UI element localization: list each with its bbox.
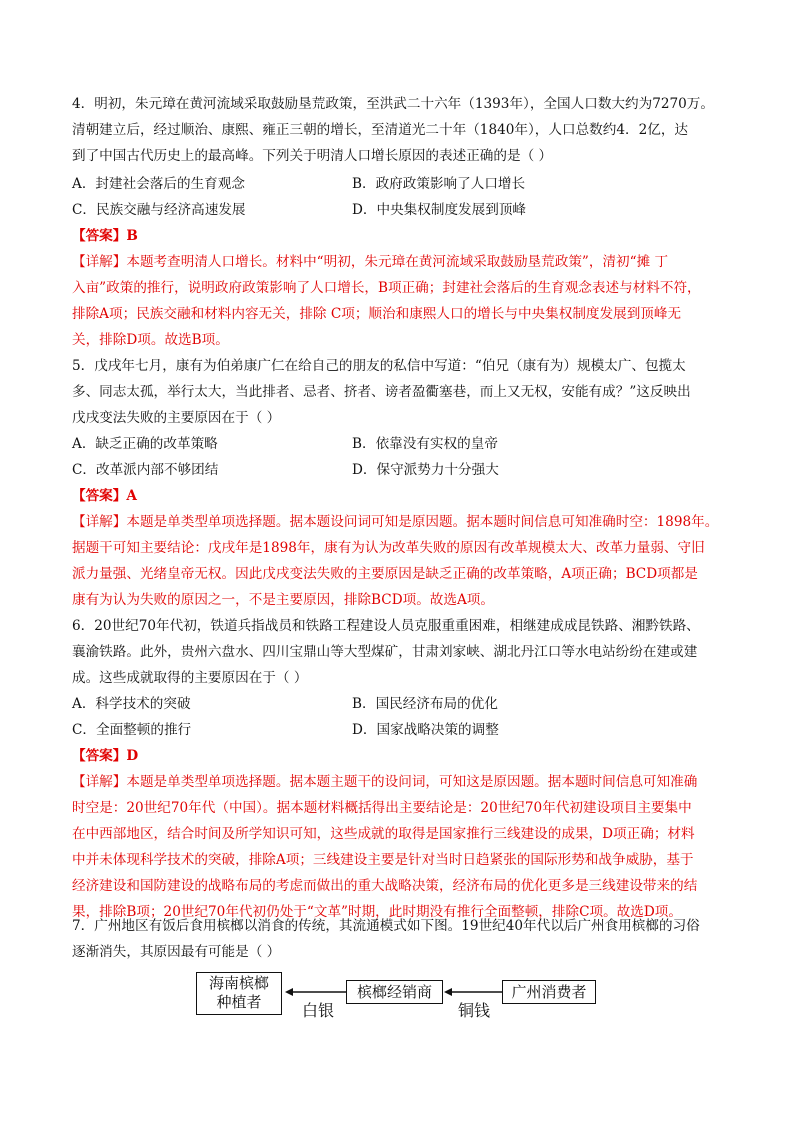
q4-options-row-1 xyxy=(72,171,737,197)
q6-detail-line-4: 中并未体现科学技术的突破，排除A项；三线建设主要是针对当时日趋紧张的国际形势和战争威胁，基于 xyxy=(72,852,694,868)
q5-answer xyxy=(72,483,737,509)
q6-detail-line-1: 【详解】本题是单类型单项选择题。据本题主题干的设问词，可知这是原因题。据本题时间信息可知准确 xyxy=(72,774,698,790)
q6-detail-line-2: 时空是：20世纪70年代（中国）。据本题材料概括得出主要结论是：20世纪70年代初建设项目主要集中 xyxy=(72,800,692,816)
q6-detail-line-3: 在中西部地区，结合时间及所学知识可知，这些成就的取得是国家推行三线建设的成果，D项正确；材料 xyxy=(72,826,695,842)
q6-option-c: C．全面整顿的推行 xyxy=(72,722,192,738)
q5-detail-line-4: 康有为认为失败的原因之一，不是主要原因，排除BCD项。故选A项。 xyxy=(72,592,494,608)
q4-options-row-2 xyxy=(72,197,737,223)
q6-stem-line-2: 襄渝铁路。此外，贵州六盘水、四川宝鼎山等大型煤矿，甘肃刘家峡、湖北丹江口等水电站纷纷在建或建 xyxy=(72,644,698,660)
q6-stem-line-1: 6．20世纪70年代初，铁道兵指战员和铁路工程建设人员克服重重困难，相继建成成昆铁路、湘黔铁路、 xyxy=(72,618,700,634)
q5-stem-line-2: 多、同志太孤，举行太大，当此排者、忌者、挤者、谤者盈衢塞巷，而上又无权，安能有成？”这反映出 xyxy=(72,384,691,400)
q6-stem-line-3: 成。这些成就取得的主要原因在于（ ） xyxy=(72,670,308,686)
q7-stem-line-2: 逐渐消失，其原因最有可能是（ ） xyxy=(72,944,281,960)
q4-detail-line-1: 【详解】本题考查明清人口增长。材料中“明初，朱元璋在黄河流域采取鼓励垦荒政策”，清初“摊 丁 xyxy=(72,254,669,270)
q6-option-a: A．科学技术的突破 xyxy=(72,696,191,712)
q5-stem-line-1: 5．戊戌年七月，康有为伯弟康广仁在给自己的朋友的私信中写道：“伯兄（康有为）规模太广、包揽太 xyxy=(72,358,686,374)
q5-answer-value: A xyxy=(126,488,137,504)
q4-option-d: D．中央集权制度发展到顶峰 xyxy=(352,202,527,218)
silver-label: 白银 xyxy=(302,1001,335,1020)
q5-detail-line-1: 【详解】本题是单类型单项选择题。据本题设问词可知是原因题。据本题时间信息可知准确时空：1898年。 xyxy=(72,514,719,530)
q5-options-row-1 xyxy=(72,431,737,457)
q4-answer-value: B xyxy=(126,228,138,244)
betel-nut-flow-diagram xyxy=(196,972,616,1032)
q5-option-d: D．保守派势力十分强大 xyxy=(352,462,499,478)
q6-option-d: D．国家战略决策的调整 xyxy=(352,722,499,738)
q6-answer xyxy=(72,743,737,769)
arrow-head-dealer xyxy=(444,988,452,996)
flow-arrows xyxy=(196,972,616,1032)
q6-option-b: B．国民经济布局的优化 xyxy=(352,696,498,712)
q4-stem-line-3: 到了中国古代历史上的最高峰。下列关于明清人口增长原因的表述正确的是（ ） xyxy=(72,148,553,164)
q7-stem-line-1: 7．广州地区有饭后食用槟榔以消食的传统，其流通模式如下图。19世纪40年代以后广州食用槟榔的习俗 xyxy=(72,918,700,934)
arrow-head-grower xyxy=(285,988,293,996)
q4-option-a: A．封建社会落后的生育观念 xyxy=(72,176,245,192)
q6-detail-line-6: 果，排除B项；20世纪70年代初仍处于“文革”时期，此时期没有推行全面整顿，排除C项。故选D项。 xyxy=(72,904,682,920)
q6-detail-line-5: 经济建设和国防建设的战略布局的考虑而做出的重大战略决策，经济布局的优化更多是三线建设带来的结 xyxy=(72,878,698,894)
q4-detail-line-2: 入亩”政策的推行，说明政府政策影响了人口增长，B项正确；封建社会落后的生育观念表述与材料不符， xyxy=(72,280,701,296)
q5-option-a: A．缺乏正确的改革策略 xyxy=(72,436,218,452)
grower-label-line-1: 海南槟榔 xyxy=(208,974,269,992)
q4-option-c: C．民族交融与经济高速发展 xyxy=(72,202,246,218)
q4-stem-line-2: 清朝建立后，经过顺治、康熙、雍正三朝的增长，至清道光二十年（1840年），人口总数约4．2亿，达 xyxy=(72,122,689,138)
q5-stem-line-3: 戊戌变法失败的主要原因在于（ ） xyxy=(72,410,281,426)
q5-detail-line-2: 据题干可知主要结论：戊戌年是1898年，康有为认为改革失败的原因有改革规模太大、改革力量弱、守旧 xyxy=(72,540,705,556)
q4-answer-label: 【答案】 xyxy=(72,228,127,244)
copper-cash-label: 铜钱 xyxy=(458,1001,491,1020)
q6-answer-label: 【答案】 xyxy=(72,748,127,764)
q6-options-row-1 xyxy=(72,691,737,717)
q5-answer-label: 【答案】 xyxy=(72,488,127,504)
q5-option-c: C．改革派内部不够团结 xyxy=(72,462,219,478)
q5-options-row-2 xyxy=(72,457,737,483)
q6-answer-value: D xyxy=(126,748,139,764)
grower-label-line-2: 种植者 xyxy=(216,993,262,1011)
q5-detail-line-3: 派力量强、光绪皇帝无权。因此戊戌变法失败的主要原因是缺乏正确的改革策略，A项正确；BCD项都是 xyxy=(72,566,698,582)
q4-stem-line-1: 4．明初，朱元璋在黄河流域采取鼓励垦荒政策，至洪武二十六年（1393年），全国人口数大约为7270万。 xyxy=(72,96,714,112)
q4-option-b: B．政府政策影响了人口增长 xyxy=(352,176,526,192)
q6-options-row-2 xyxy=(72,717,737,743)
q5-option-b: B．依靠没有实权的皇帝 xyxy=(352,436,498,452)
q4-detail-line-4: 关，排除D项。故选B项。 xyxy=(72,332,229,348)
q4-answer xyxy=(72,223,737,249)
consumer-box: 广州消费者 xyxy=(502,980,596,1004)
q4-detail-line-3: 排除A项；民族交融和材料内容无关，排除 C项；顺治和康熙人口的增长与中央集权制度发展到顶峰无 xyxy=(72,306,682,322)
dealer-box: 槟榔经销商 xyxy=(346,980,443,1004)
